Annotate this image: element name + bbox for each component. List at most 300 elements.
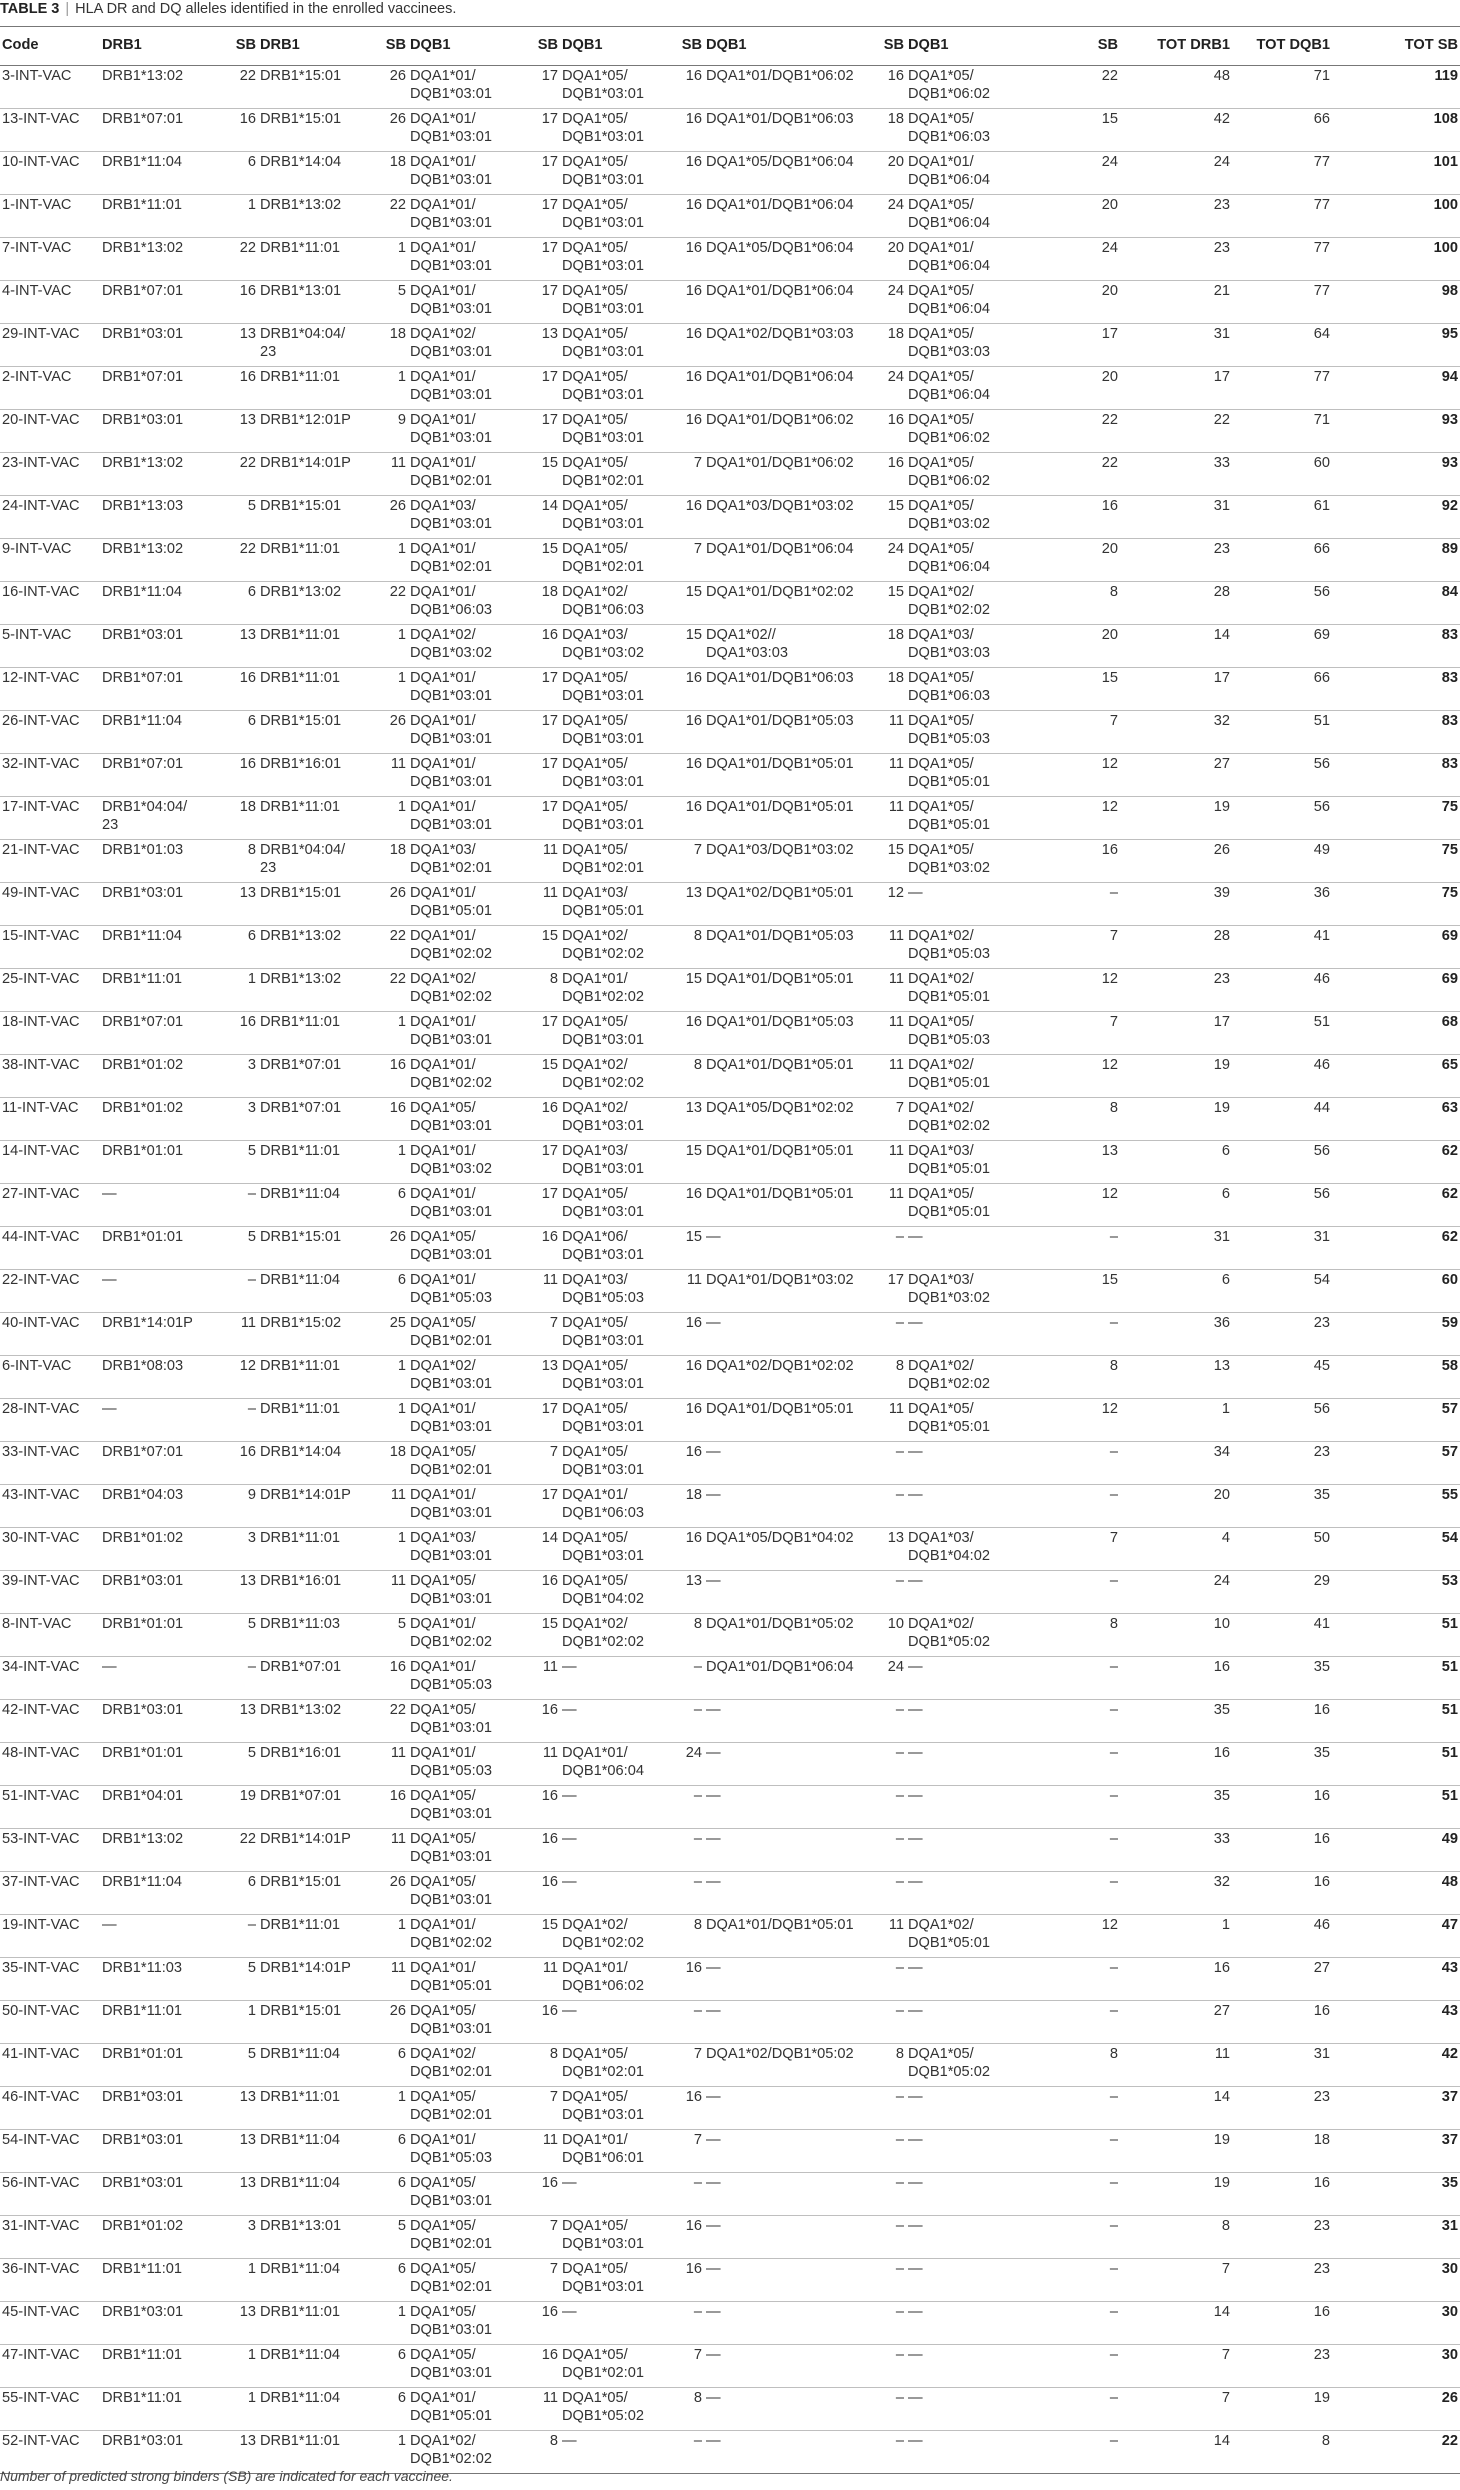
cell-tot-drb1: 32 <box>1120 711 1232 754</box>
cell-tot-sb: 75 <box>1332 883 1460 926</box>
cell-drb1-a: DRB1*07:01 <box>100 109 214 152</box>
cell-drb1-b: DRB1*16:01 <box>258 1571 356 1614</box>
cell-dqb1-d: — <box>906 1872 1058 1915</box>
cell-tot-sb: 58 <box>1332 1356 1460 1399</box>
cell-tot-drb1: 14 <box>1120 2302 1232 2345</box>
cell-dqb1-c: DQA1*01/DQB1*05:03 <box>704 1012 872 1055</box>
cell-drb1-b-sb: 11 <box>356 1743 408 1786</box>
cell-drb1-b-sb: 18 <box>356 324 408 367</box>
cell-dqb1-c-sb: 11 <box>872 969 906 1012</box>
cell-dqb1-a: DQA1*01/ DQB1*03:01 <box>408 1012 506 1055</box>
cell-drb1-b: DRB1*13:02 <box>258 195 356 238</box>
cell-drb1-a-sb: 5 <box>214 1614 258 1657</box>
header-dqb1-b: DQB1 <box>560 27 658 66</box>
cell-dqb1-c: — <box>704 1829 872 1872</box>
table-row <box>0 2087 1460 2130</box>
cell-dqb1-a-sb: 15 <box>506 1614 560 1657</box>
cell-drb1-b-sb: 11 <box>356 754 408 797</box>
cell-dqb1-a-sb: 17 <box>506 152 560 195</box>
cell-drb1-b: DRB1*11:01 <box>258 797 356 840</box>
cell-drb1-b: DRB1*11:01 <box>258 1399 356 1442</box>
cell-dqb1-d: DQA1*05/ DQB1*05:01 <box>906 797 1058 840</box>
cell-dqb1-c-sb: – <box>872 2302 906 2345</box>
cell-drb1-b-sb: 1 <box>356 539 408 582</box>
cell-drb1-b: DRB1*15:02 <box>258 1313 356 1356</box>
cell-dqb1-c-sb: 11 <box>872 1141 906 1184</box>
cell-drb1-a: DRB1*08:03 <box>100 1356 214 1399</box>
cell-dqb1-b: DQA1*05/ DQB1*03:01 <box>560 1442 658 1485</box>
cell-drb1-a: DRB1*04:03 <box>100 1485 214 1528</box>
cell-tot-sb: 69 <box>1332 926 1460 969</box>
cell-drb1-a-sb: 6 <box>214 582 258 625</box>
cell-tot-dqb1: 50 <box>1232 1528 1332 1571</box>
cell-dqb1-a: DQA1*05/ DQB1*03:01 <box>408 2302 506 2345</box>
cell-drb1-b: DRB1*07:01 <box>258 1055 356 1098</box>
cell-drb1-a: DRB1*11:01 <box>100 195 214 238</box>
cell-tot-drb1: 21 <box>1120 281 1232 324</box>
cell-tot-drb1: 33 <box>1120 1829 1232 1872</box>
cell-tot-drb1: 42 <box>1120 109 1232 152</box>
cell-drb1-a-sb: 1 <box>214 969 258 1012</box>
table-row <box>0 324 1460 367</box>
cell-drb1-a-sb: 19 <box>214 1786 258 1829</box>
cell-dqb1-a-sb: 11 <box>506 1270 560 1313</box>
cell-tot-sb: 84 <box>1332 582 1460 625</box>
cell-dqb1-a-sb: 14 <box>506 1528 560 1571</box>
cell-dqb1-b: DQA1*02/ DQB1*03:01 <box>560 1098 658 1141</box>
cell-tot-sb: 100 <box>1332 195 1460 238</box>
cell-drb1-a-sb: 13 <box>214 2431 258 2474</box>
cell-tot-dqb1: 27 <box>1232 1958 1332 2001</box>
cell-dqb1-a: DQA1*05/ DQB1*03:01 <box>408 1700 506 1743</box>
cell-tot-dqb1: 16 <box>1232 1786 1332 1829</box>
cell-dqb1-d: — <box>906 1485 1058 1528</box>
cell-tot-drb1: 34 <box>1120 1442 1232 1485</box>
cell-tot-sb: 43 <box>1332 2001 1460 2044</box>
cell-dqb1-b: DQA1*05/ DQB1*03:01 <box>560 2216 658 2259</box>
cell-dqb1-b: DQA1*05/ DQB1*03:01 <box>560 2087 658 2130</box>
cell-dqb1-c-sb: 18 <box>872 324 906 367</box>
cell-drb1-b-sb: 22 <box>356 969 408 1012</box>
cell-code: 6-INT-VAC <box>0 1356 100 1399</box>
cell-code: 37-INT-VAC <box>0 1872 100 1915</box>
cell-dqb1-a-sb: 11 <box>506 1743 560 1786</box>
cell-code: 1-INT-VAC <box>0 195 100 238</box>
cell-drb1-a-sb: 5 <box>214 496 258 539</box>
cell-dqb1-d-sb: – <box>1058 1872 1120 1915</box>
cell-dqb1-a-sb: 16 <box>506 1786 560 1829</box>
cell-dqb1-c: — <box>704 1313 872 1356</box>
cell-dqb1-a: DQA1*01/ DQB1*05:03 <box>408 1657 506 1700</box>
cell-dqb1-c: DQA1*02/DQB1*05:02 <box>704 2044 872 2087</box>
cell-tot-dqb1: 69 <box>1232 625 1332 668</box>
cell-drb1-a-sb: – <box>214 1270 258 1313</box>
cell-dqb1-b-sb: 16 <box>658 668 704 711</box>
cell-dqb1-d-sb: 22 <box>1058 66 1120 109</box>
cell-dqb1-c: — <box>704 1485 872 1528</box>
cell-tot-sb: 53 <box>1332 1571 1460 1614</box>
cell-tot-sb: 51 <box>1332 1786 1460 1829</box>
cell-dqb1-c: DQA1*02// DQA1*03:03 <box>704 625 872 668</box>
cell-dqb1-b-sb: 15 <box>658 582 704 625</box>
cell-dqb1-b: DQA1*05/ DQB1*03:01 <box>560 2259 658 2302</box>
cell-drb1-b-sb: 26 <box>356 496 408 539</box>
cell-drb1-a-sb: – <box>214 1657 258 1700</box>
cell-dqb1-c-sb: – <box>872 2087 906 2130</box>
cell-tot-dqb1: 77 <box>1232 281 1332 324</box>
cell-tot-drb1: 16 <box>1120 1743 1232 1786</box>
cell-dqb1-b-sb: 16 <box>658 1356 704 1399</box>
cell-tot-drb1: 8 <box>1120 2216 1232 2259</box>
cell-dqb1-c-sb: 24 <box>872 281 906 324</box>
cell-tot-dqb1: 23 <box>1232 2216 1332 2259</box>
cell-drb1-a: DRB1*01:02 <box>100 2216 214 2259</box>
cell-drb1-a-sb: 1 <box>214 2345 258 2388</box>
table-row <box>0 195 1460 238</box>
cell-dqb1-b-sb: – <box>658 2001 704 2044</box>
cell-dqb1-b: DQA1*05/ DQB1*03:01 <box>560 754 658 797</box>
cell-dqb1-c: — <box>704 2216 872 2259</box>
cell-dqb1-d-sb: 12 <box>1058 1915 1120 1958</box>
cell-dqb1-c: DQA1*03/DQB1*03:02 <box>704 496 872 539</box>
cell-dqb1-d-sb: – <box>1058 2216 1120 2259</box>
cell-tot-drb1: 6 <box>1120 1270 1232 1313</box>
table-row <box>0 2388 1460 2431</box>
cell-dqb1-d: DQA1*01/ DQB1*06:04 <box>906 238 1058 281</box>
cell-dqb1-a: DQA1*01/ DQB1*02:02 <box>408 1055 506 1098</box>
cell-tot-dqb1: 61 <box>1232 496 1332 539</box>
cell-dqb1-a-sb: 7 <box>506 2216 560 2259</box>
cell-drb1-a-sb: 5 <box>214 1227 258 1270</box>
cell-dqb1-b-sb: 16 <box>658 66 704 109</box>
cell-code: 23-INT-VAC <box>0 453 100 496</box>
cell-dqb1-c: DQA1*03/DQB1*03:02 <box>704 840 872 883</box>
cell-dqb1-d-sb: 12 <box>1058 797 1120 840</box>
cell-dqb1-c: — <box>704 2130 872 2173</box>
cell-dqb1-b: DQA1*01/ DQB1*02:02 <box>560 969 658 1012</box>
cell-drb1-a: DRB1*03:01 <box>100 2431 214 2474</box>
cell-dqb1-c: — <box>704 2345 872 2388</box>
cell-drb1-b-sb: 1 <box>356 238 408 281</box>
cell-tot-dqb1: 77 <box>1232 238 1332 281</box>
cell-dqb1-d: DQA1*02/ DQB1*02:02 <box>906 582 1058 625</box>
cell-dqb1-b-sb: 15 <box>658 625 704 668</box>
cell-dqb1-c: DQA1*01/DQB1*06:03 <box>704 668 872 711</box>
table-row <box>0 1399 1460 1442</box>
cell-drb1-b-sb: 26 <box>356 711 408 754</box>
cell-drb1-a: DRB1*01:01 <box>100 1227 214 1270</box>
header-dqb1-c-sb: SB <box>872 27 906 66</box>
cell-drb1-b: DRB1*11:01 <box>258 1528 356 1571</box>
cell-dqb1-c-sb: – <box>872 1958 906 2001</box>
cell-code: 39-INT-VAC <box>0 1571 100 1614</box>
cell-dqb1-a-sb: 15 <box>506 453 560 496</box>
cell-dqb1-a-sb: 16 <box>506 2173 560 2216</box>
cell-dqb1-a: DQA1*01/ DQB1*03:01 <box>408 711 506 754</box>
cell-tot-sb: 119 <box>1332 66 1460 109</box>
cell-tot-sb: 60 <box>1332 1270 1460 1313</box>
cell-dqb1-a: DQA1*01/ DQB1*05:01 <box>408 883 506 926</box>
cell-tot-drb1: 23 <box>1120 539 1232 582</box>
header-dqb1-b-sb: SB <box>658 27 704 66</box>
cell-dqb1-d-sb: – <box>1058 1227 1120 1270</box>
cell-dqb1-b-sb: – <box>658 2431 704 2474</box>
cell-drb1-b-sb: 26 <box>356 1872 408 1915</box>
cell-drb1-a-sb: 16 <box>214 109 258 152</box>
cell-dqb1-b: DQA1*05/ DQB1*03:01 <box>560 109 658 152</box>
cell-tot-drb1: 14 <box>1120 2431 1232 2474</box>
cell-drb1-a: DRB1*14:01P <box>100 1313 214 1356</box>
cell-code: 41-INT-VAC <box>0 2044 100 2087</box>
cell-dqb1-b: — <box>560 2302 658 2345</box>
cell-dqb1-d-sb: 22 <box>1058 410 1120 453</box>
cell-dqb1-b: DQA1*01/ DQB1*06:01 <box>560 2130 658 2173</box>
cell-drb1-b-sb: 1 <box>356 2431 408 2474</box>
cell-dqb1-d-sb: 8 <box>1058 1356 1120 1399</box>
cell-dqb1-d: DQA1*05/ DQB1*05:01 <box>906 754 1058 797</box>
cell-dqb1-d: DQA1*05/ DQB1*05:01 <box>906 1184 1058 1227</box>
cell-dqb1-b: DQA1*02/ DQB1*02:02 <box>560 926 658 969</box>
cell-drb1-a-sb: 13 <box>214 324 258 367</box>
cell-dqb1-d-sb: – <box>1058 1571 1120 1614</box>
cell-tot-drb1: 4 <box>1120 1528 1232 1571</box>
cell-dqb1-b: DQA1*05/ DQB1*03:01 <box>560 324 658 367</box>
cell-dqb1-b: — <box>560 2001 658 2044</box>
cell-code: 25-INT-VAC <box>0 969 100 1012</box>
cell-dqb1-c: — <box>704 2259 872 2302</box>
cell-drb1-a: DRB1*01:02 <box>100 1528 214 1571</box>
cell-tot-sb: 83 <box>1332 668 1460 711</box>
table-row <box>0 969 1460 1012</box>
cell-dqb1-c-sb: – <box>872 1313 906 1356</box>
cell-tot-sb: 51 <box>1332 1614 1460 1657</box>
cell-dqb1-a: DQA1*05/ DQB1*02:01 <box>408 2087 506 2130</box>
cell-drb1-a: DRB1*03:01 <box>100 2173 214 2216</box>
cell-code: 8-INT-VAC <box>0 1614 100 1657</box>
cell-dqb1-a-sb: 15 <box>506 1915 560 1958</box>
cell-dqb1-a: DQA1*03/ DQB1*03:01 <box>408 1528 506 1571</box>
cell-drb1-a: DRB1*11:04 <box>100 1872 214 1915</box>
cell-drb1-a: — <box>100 1657 214 1700</box>
cell-dqb1-d: DQA1*05/ DQB1*03:02 <box>906 496 1058 539</box>
cell-drb1-b: DRB1*12:01P <box>258 410 356 453</box>
cell-dqb1-d-sb: 24 <box>1058 152 1120 195</box>
table-row <box>0 2302 1460 2345</box>
cell-dqb1-a: DQA1*05/ DQB1*03:01 <box>408 1786 506 1829</box>
header-drb1-a: DRB1 <box>100 27 214 66</box>
cell-dqb1-b: DQA1*05/ DQB1*02:01 <box>560 539 658 582</box>
cell-dqb1-d: DQA1*01/ DQB1*06:04 <box>906 152 1058 195</box>
cell-tot-sb: 62 <box>1332 1227 1460 1270</box>
cell-dqb1-c: DQA1*01/DQB1*06:04 <box>704 281 872 324</box>
cell-drb1-b-sb: 26 <box>356 66 408 109</box>
cell-tot-dqb1: 60 <box>1232 453 1332 496</box>
cell-drb1-a-sb: 22 <box>214 539 258 582</box>
cell-code: 42-INT-VAC <box>0 1700 100 1743</box>
cell-dqb1-a: DQA1*01/ DQB1*02:02 <box>408 926 506 969</box>
cell-tot-dqb1: 16 <box>1232 1872 1332 1915</box>
cell-code: 54-INT-VAC <box>0 2130 100 2173</box>
table-row <box>0 1313 1460 1356</box>
cell-dqb1-b-sb: – <box>658 1786 704 1829</box>
cell-dqb1-b-sb: 15 <box>658 1141 704 1184</box>
cell-drb1-a-sb: 5 <box>214 1743 258 1786</box>
cell-dqb1-b: DQA1*05/ DQB1*02:01 <box>560 840 658 883</box>
table-row <box>0 1055 1460 1098</box>
cell-dqb1-b-sb: 7 <box>658 539 704 582</box>
cell-tot-dqb1: 41 <box>1232 1614 1332 1657</box>
cell-dqb1-d: DQA1*05/ DQB1*03:02 <box>906 840 1058 883</box>
cell-drb1-b-sb: 22 <box>356 1700 408 1743</box>
cell-drb1-a-sb: 13 <box>214 2173 258 2216</box>
cell-dqb1-a-sb: 17 <box>506 281 560 324</box>
cell-dqb1-c: — <box>704 1700 872 1743</box>
cell-drb1-a: DRB1*11:03 <box>100 1958 214 2001</box>
cell-dqb1-d-sb: – <box>1058 2259 1120 2302</box>
table-row <box>0 238 1460 281</box>
cell-dqb1-b: DQA1*05/ DQB1*03:01 <box>560 152 658 195</box>
cell-tot-dqb1: 8 <box>1232 2431 1332 2474</box>
cell-dqb1-b: DQA1*05/ DQB1*03:01 <box>560 668 658 711</box>
cell-dqb1-c: DQA1*01/DQB1*06:04 <box>704 367 872 410</box>
cell-drb1-b-sb: 11 <box>356 1829 408 1872</box>
cell-dqb1-b-sb: 16 <box>658 2259 704 2302</box>
table-row <box>0 1227 1460 1270</box>
cell-tot-sb: 48 <box>1332 1872 1460 1915</box>
cell-dqb1-a: DQA1*02/ DQB1*02:01 <box>408 2044 506 2087</box>
cell-drb1-b-sb: 26 <box>356 109 408 152</box>
cell-dqb1-a: DQA1*05/ DQB1*03:01 <box>408 1571 506 1614</box>
cell-tot-dqb1: 31 <box>1232 2044 1332 2087</box>
cell-dqb1-b: — <box>560 2431 658 2474</box>
cell-drb1-b-sb: 1 <box>356 1915 408 1958</box>
cell-drb1-b: DRB1*13:02 <box>258 926 356 969</box>
cell-dqb1-c-sb: 16 <box>872 410 906 453</box>
cell-dqb1-d-sb: 13 <box>1058 1141 1120 1184</box>
cell-tot-dqb1: 46 <box>1232 1055 1332 1098</box>
cell-dqb1-d: DQA1*05/ DQB1*05:01 <box>906 1399 1058 1442</box>
cell-drb1-b-sb: 6 <box>356 2259 408 2302</box>
cell-drb1-b-sb: 9 <box>356 410 408 453</box>
cell-drb1-b-sb: 11 <box>356 1485 408 1528</box>
cell-tot-drb1: 11 <box>1120 2044 1232 2087</box>
cell-tot-drb1: 22 <box>1120 410 1232 453</box>
cell-dqb1-a-sb: 16 <box>506 2345 560 2388</box>
cell-code: 2-INT-VAC <box>0 367 100 410</box>
cell-dqb1-d-sb: – <box>1058 2388 1120 2431</box>
cell-dqb1-b-sb: 7 <box>658 840 704 883</box>
cell-dqb1-a-sb: 17 <box>506 1184 560 1227</box>
cell-dqb1-c-sb: – <box>872 1571 906 1614</box>
cell-tot-drb1: 31 <box>1120 1227 1232 1270</box>
cell-drb1-b: DRB1*11:01 <box>258 1012 356 1055</box>
cell-drb1-b-sb: 11 <box>356 453 408 496</box>
cell-dqb1-d: — <box>906 2087 1058 2130</box>
cell-drb1-a-sb: 5 <box>214 2044 258 2087</box>
table-row <box>0 367 1460 410</box>
cell-code: 18-INT-VAC <box>0 1012 100 1055</box>
cell-drb1-a: DRB1*01:01 <box>100 1743 214 1786</box>
table-row <box>0 582 1460 625</box>
cell-dqb1-a-sb: 16 <box>506 1829 560 1872</box>
cell-tot-sb: 57 <box>1332 1399 1460 1442</box>
cell-dqb1-b: DQA1*05/ DQB1*03:01 <box>560 1528 658 1571</box>
cell-tot-sb: 55 <box>1332 1485 1460 1528</box>
cell-dqb1-a: DQA1*01/ DQB1*02:02 <box>408 1915 506 1958</box>
cell-tot-drb1: 13 <box>1120 1356 1232 1399</box>
cell-dqb1-d-sb: 12 <box>1058 1399 1120 1442</box>
cell-dqb1-d-sb: 22 <box>1058 453 1120 496</box>
cell-dqb1-a-sb: 18 <box>506 582 560 625</box>
cell-dqb1-d: DQA1*05/ DQB1*06:04 <box>906 367 1058 410</box>
cell-drb1-b: DRB1*11:01 <box>258 1141 356 1184</box>
cell-dqb1-a: DQA1*05/ DQB1*03:01 <box>408 2173 506 2216</box>
cell-tot-drb1: 19 <box>1120 1055 1232 1098</box>
cell-dqb1-a: DQA1*01/ DQB1*05:03 <box>408 2130 506 2173</box>
table-row <box>0 754 1460 797</box>
cell-code: 33-INT-VAC <box>0 1442 100 1485</box>
cell-tot-drb1: 24 <box>1120 1571 1232 1614</box>
cell-dqb1-a: DQA1*01/ DQB1*05:01 <box>408 1958 506 2001</box>
cell-dqb1-c-sb: 18 <box>872 109 906 152</box>
cell-tot-drb1: 1 <box>1120 1915 1232 1958</box>
cell-dqb1-d-sb: – <box>1058 2087 1120 2130</box>
caption-separator: | <box>65 1 70 17</box>
cell-dqb1-c: DQA1*01/DQB1*05:03 <box>704 926 872 969</box>
table-row <box>0 1872 1460 1915</box>
cell-dqb1-b-sb: 16 <box>658 1958 704 2001</box>
cell-drb1-b: DRB1*14:01P <box>258 453 356 496</box>
cell-drb1-a-sb: – <box>214 1399 258 1442</box>
cell-dqb1-d-sb: 7 <box>1058 711 1120 754</box>
table-row <box>0 1700 1460 1743</box>
cell-drb1-b: DRB1*11:04 <box>258 2259 356 2302</box>
cell-dqb1-a-sb: 15 <box>506 1055 560 1098</box>
cell-dqb1-d: DQA1*05/ DQB1*06:04 <box>906 195 1058 238</box>
cell-drb1-a: DRB1*04:04/ 23 <box>100 797 214 840</box>
cell-tot-sb: 108 <box>1332 109 1460 152</box>
cell-drb1-b-sb: 18 <box>356 840 408 883</box>
cell-dqb1-b-sb: 16 <box>658 754 704 797</box>
cell-dqb1-b-sb: 8 <box>658 1614 704 1657</box>
cell-dqb1-c-sb: – <box>872 2216 906 2259</box>
header-code: Code <box>0 27 100 66</box>
cell-dqb1-b-sb: 13 <box>658 1098 704 1141</box>
cell-dqb1-d-sb: – <box>1058 2130 1120 2173</box>
cell-dqb1-b: DQA1*05/ DQB1*03:01 <box>560 1399 658 1442</box>
cell-dqb1-b-sb: – <box>658 1700 704 1743</box>
cell-dqb1-c-sb: 11 <box>872 1055 906 1098</box>
cell-dqb1-c: DQA1*01/DQB1*02:02 <box>704 582 872 625</box>
cell-dqb1-c-sb: – <box>872 2259 906 2302</box>
cell-dqb1-a: DQA1*05/ DQB1*02:01 <box>408 1313 506 1356</box>
cell-drb1-b: DRB1*15:01 <box>258 883 356 926</box>
cell-dqb1-d-sb: 15 <box>1058 109 1120 152</box>
header-drb1-b: DRB1 <box>258 27 356 66</box>
cell-dqb1-c: DQA1*01/DQB1*05:01 <box>704 1141 872 1184</box>
cell-drb1-a-sb: 8 <box>214 840 258 883</box>
cell-drb1-b-sb: 26 <box>356 883 408 926</box>
cell-dqb1-c: — <box>704 1786 872 1829</box>
table-row <box>0 926 1460 969</box>
cell-drb1-a: DRB1*04:01 <box>100 1786 214 1829</box>
cell-drb1-a: DRB1*01:02 <box>100 1098 214 1141</box>
cell-dqb1-c: — <box>704 2388 872 2431</box>
cell-tot-dqb1: 41 <box>1232 926 1332 969</box>
cell-dqb1-b: DQA1*05/ DQB1*03:01 <box>560 195 658 238</box>
cell-tot-dqb1: 16 <box>1232 1829 1332 1872</box>
cell-dqb1-c-sb: – <box>872 2388 906 2431</box>
